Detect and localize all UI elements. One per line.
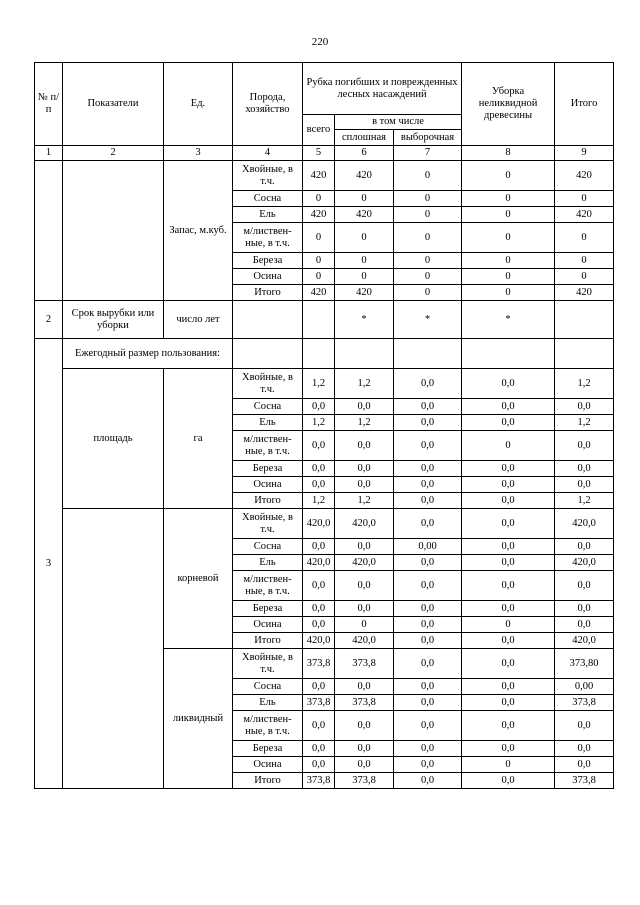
breed-cell: м/листвен-ные, в т.ч. <box>233 711 303 741</box>
value-cell <box>303 301 335 339</box>
value-cell: 0,0 <box>303 601 335 617</box>
value-cell: 0,0 <box>394 555 462 571</box>
header-unit: Ед. <box>164 63 233 146</box>
value-cell: 0,0 <box>335 757 394 773</box>
table-row <box>35 146 614 161</box>
unit-cell: корневой <box>164 509 233 649</box>
value-cell: 0,0 <box>394 757 462 773</box>
header-num: № п/п <box>35 63 63 146</box>
value-cell: 0,0 <box>303 679 335 695</box>
breed-cell: Итого <box>233 493 303 509</box>
column-number: 2 <box>63 146 164 161</box>
breed-cell: Береза <box>233 253 303 269</box>
value-cell: 0,0 <box>394 679 462 695</box>
value-cell: 420,0 <box>303 509 335 539</box>
value-cell: 0,0 <box>462 539 555 555</box>
value-cell: * <box>335 301 394 339</box>
value-cell: 0,0 <box>303 539 335 555</box>
value-cell: 1,2 <box>335 415 394 431</box>
breed-cell <box>233 301 303 339</box>
value-cell: 0,0 <box>303 741 335 757</box>
value-cell <box>303 339 335 369</box>
value-cell: 0,0 <box>335 477 394 493</box>
value-cell: 0,0 <box>303 757 335 773</box>
table-row <box>35 161 614 191</box>
row-number <box>35 161 63 301</box>
value-cell <box>335 339 394 369</box>
value-cell: 0,0 <box>462 741 555 757</box>
value-cell <box>394 339 462 369</box>
column-number: 7 <box>394 146 462 161</box>
value-cell: 0 <box>394 223 462 253</box>
value-cell: 373,8 <box>335 695 394 711</box>
value-cell: 420 <box>555 207 614 223</box>
value-cell: 0 <box>462 757 555 773</box>
breed-cell: Ель <box>233 555 303 571</box>
value-cell: 0 <box>462 161 555 191</box>
value-cell: 0,00 <box>394 539 462 555</box>
value-cell: 0 <box>462 285 555 301</box>
value-cell: 420,0 <box>335 555 394 571</box>
breed-cell: Ель <box>233 695 303 711</box>
value-cell: 420 <box>555 161 614 191</box>
value-cell: 0,0 <box>462 679 555 695</box>
value-cell: 373,8 <box>303 773 335 789</box>
value-cell: 0,0 <box>394 633 462 649</box>
value-cell: 420 <box>303 285 335 301</box>
value-cell: 0,0 <box>335 601 394 617</box>
value-cell: 373,8 <box>335 773 394 789</box>
value-cell: 420,0 <box>335 633 394 649</box>
unit-cell: ликвидный <box>164 649 233 789</box>
value-cell: 0,0 <box>555 477 614 493</box>
value-cell: 420 <box>335 207 394 223</box>
value-cell <box>462 339 555 369</box>
value-cell: 0,0 <box>462 711 555 741</box>
value-cell: 0,0 <box>555 757 614 773</box>
value-cell: 1,2 <box>555 493 614 509</box>
breed-cell: Сосна <box>233 679 303 695</box>
header-total-all: всего <box>303 115 335 146</box>
value-cell: 0,0 <box>394 415 462 431</box>
value-cell: 0 <box>394 269 462 285</box>
value-cell: 420,0 <box>335 509 394 539</box>
breed-cell: Сосна <box>233 539 303 555</box>
value-cell: 0 <box>462 617 555 633</box>
value-cell: 0,0 <box>335 679 394 695</box>
value-cell: 0,0 <box>394 369 462 399</box>
header-cutting: Рубка погибших и поврежденных лесных насаждений <box>303 63 462 115</box>
value-cell: 0 <box>335 191 394 207</box>
value-cell: 0,0 <box>335 431 394 461</box>
value-cell: 0,0 <box>394 477 462 493</box>
row-number: 2 <box>35 301 63 339</box>
breed-cell: Ель <box>233 207 303 223</box>
breed-cell: Хвойные, в т.ч. <box>233 369 303 399</box>
value-cell: 0 <box>462 191 555 207</box>
value-cell: 373,8 <box>335 649 394 679</box>
value-cell: 0 <box>462 269 555 285</box>
value-cell: 0 <box>462 223 555 253</box>
value-cell: 0,0 <box>335 571 394 601</box>
section-title: Ежегодный размер пользования: <box>63 339 233 369</box>
value-cell: 0,0 <box>303 571 335 601</box>
value-cell: 0,0 <box>303 461 335 477</box>
breed-cell: Сосна <box>233 399 303 415</box>
value-cell: 0,0 <box>394 695 462 711</box>
value-cell: 0 <box>303 269 335 285</box>
value-cell: 0,0 <box>394 571 462 601</box>
value-cell: 420,0 <box>555 509 614 539</box>
value-cell: 0,0 <box>462 773 555 789</box>
value-cell: 0,0 <box>462 571 555 601</box>
value-cell: 0,0 <box>335 741 394 757</box>
breed-cell: м/листвен-ные, в т.ч. <box>233 223 303 253</box>
value-cell: 1,2 <box>303 369 335 399</box>
value-cell: 420,0 <box>555 555 614 571</box>
value-cell: 0,0 <box>394 601 462 617</box>
value-cell: 0,0 <box>555 571 614 601</box>
indicator-cell <box>63 509 164 789</box>
value-cell: 0,0 <box>335 539 394 555</box>
value-cell: 0 <box>335 253 394 269</box>
value-cell: 1,2 <box>303 415 335 431</box>
value-cell: 0,0 <box>555 431 614 461</box>
value-cell: 0,0 <box>335 461 394 477</box>
value-cell: 0,0 <box>462 477 555 493</box>
column-number: 3 <box>164 146 233 161</box>
value-cell: 0,0 <box>555 617 614 633</box>
value-cell: * <box>462 301 555 339</box>
value-cell: 0,0 <box>303 711 335 741</box>
value-cell: 0 <box>335 269 394 285</box>
value-cell: 420 <box>303 207 335 223</box>
table-row <box>35 339 614 369</box>
value-cell: 0,0 <box>303 617 335 633</box>
value-cell: 420,0 <box>303 555 335 571</box>
breed-cell: Береза <box>233 461 303 477</box>
value-cell: 373,8 <box>555 773 614 789</box>
value-cell: 420 <box>335 161 394 191</box>
table-row <box>35 301 614 339</box>
value-cell: 0 <box>303 253 335 269</box>
breed-cell: Итого <box>233 633 303 649</box>
value-cell: 0 <box>555 191 614 207</box>
table-row <box>35 509 614 539</box>
indicator-cell: площадь <box>63 369 164 509</box>
value-cell: 0,0 <box>462 369 555 399</box>
value-cell: 1,2 <box>303 493 335 509</box>
unit-cell: число лет <box>164 301 233 339</box>
page-number: 220 <box>311 36 329 48</box>
value-cell: 0,0 <box>555 711 614 741</box>
value-cell: 373,8 <box>555 695 614 711</box>
header-indicators: Показатели <box>63 63 164 146</box>
value-cell: 373,80 <box>555 649 614 679</box>
value-cell: 0,0 <box>394 649 462 679</box>
header-row <box>35 63 614 115</box>
value-cell: 0,0 <box>303 477 335 493</box>
column-number: 8 <box>462 146 555 161</box>
indicator-cell: Срок вырубки или уборки <box>63 301 164 339</box>
value-cell: 0 <box>462 253 555 269</box>
value-cell: 0,0 <box>555 539 614 555</box>
value-cell: 420 <box>335 285 394 301</box>
breed-cell: Хвойные, в т.ч. <box>233 161 303 191</box>
breed-cell: Осина <box>233 757 303 773</box>
value-cell: 420 <box>555 285 614 301</box>
value-cell: 0,0 <box>462 555 555 571</box>
value-cell: 0,0 <box>462 461 555 477</box>
value-cell: 0,0 <box>462 601 555 617</box>
header-total: Итого <box>555 63 614 146</box>
value-cell: 0,0 <box>394 741 462 757</box>
value-cell: 0 <box>555 253 614 269</box>
value-cell: 0,0 <box>335 399 394 415</box>
value-cell: 0 <box>555 223 614 253</box>
value-cell: 0,0 <box>394 773 462 789</box>
value-cell: 0,0 <box>555 461 614 477</box>
value-cell: 0 <box>335 617 394 633</box>
value-cell: 0,0 <box>394 617 462 633</box>
value-cell: 0,0 <box>462 649 555 679</box>
row-number: 3 <box>35 339 63 789</box>
value-cell: 0,0 <box>462 399 555 415</box>
value-cell: 0,0 <box>303 431 335 461</box>
value-cell: 1,2 <box>335 369 394 399</box>
header-solid: сплошная <box>335 130 394 146</box>
value-cell: 0,0 <box>303 399 335 415</box>
value-cell: 0,0 <box>335 711 394 741</box>
breed-cell: Хвойные, в т.ч. <box>233 509 303 539</box>
value-cell: 0 <box>394 207 462 223</box>
value-cell: 0,00 <box>555 679 614 695</box>
breed-cell: Ель <box>233 415 303 431</box>
value-cell: 1,2 <box>555 369 614 399</box>
value-cell: 0 <box>394 161 462 191</box>
value-cell: 0 <box>303 223 335 253</box>
breed-cell: Осина <box>233 617 303 633</box>
value-cell: 0,0 <box>555 399 614 415</box>
column-number: 1 <box>35 146 63 161</box>
value-cell: 0,0 <box>462 509 555 539</box>
breed-cell: м/листвен-ные, в т.ч. <box>233 431 303 461</box>
value-cell <box>555 339 614 369</box>
breed-cell: Береза <box>233 741 303 757</box>
value-cell: 0,0 <box>462 493 555 509</box>
value-cell: 0 <box>394 285 462 301</box>
value-cell: 373,8 <box>303 695 335 711</box>
value-cell: 0 <box>303 191 335 207</box>
value-cell: 0 <box>555 269 614 285</box>
data-table <box>34 62 614 789</box>
table-row <box>35 369 614 399</box>
header-including: в том числе <box>335 115 462 130</box>
value-cell: 0,0 <box>555 741 614 757</box>
breed-cell: м/листвен-ные, в т.ч. <box>233 571 303 601</box>
value-cell: 373,8 <box>303 649 335 679</box>
breed-cell: Осина <box>233 477 303 493</box>
unit-cell: га <box>164 369 233 509</box>
breed-cell: Хвойные, в т.ч. <box>233 649 303 679</box>
breed-cell: Итого <box>233 285 303 301</box>
value-cell: 0,0 <box>394 399 462 415</box>
value-cell: 0,0 <box>394 493 462 509</box>
value-cell: 0,0 <box>462 695 555 711</box>
value-cell: 1,2 <box>555 415 614 431</box>
column-number: 5 <box>303 146 335 161</box>
value-cell: 0 <box>394 253 462 269</box>
value-cell <box>555 301 614 339</box>
column-number: 4 <box>233 146 303 161</box>
breed-cell: Осина <box>233 269 303 285</box>
value-cell: 420,0 <box>303 633 335 649</box>
breed-cell: Сосна <box>233 191 303 207</box>
value-cell <box>233 339 303 369</box>
value-cell: 420,0 <box>555 633 614 649</box>
breed-cell: Береза <box>233 601 303 617</box>
header-breed: Порода, хозяйство <box>233 63 303 146</box>
value-cell: 0,0 <box>462 415 555 431</box>
value-cell: 0,0 <box>555 601 614 617</box>
value-cell: 0,0 <box>394 431 462 461</box>
indicator-cell <box>63 161 164 301</box>
value-cell: 0 <box>394 191 462 207</box>
breed-cell: Итого <box>233 773 303 789</box>
value-cell: 1,2 <box>335 493 394 509</box>
unit-cell: Запас, м.куб. <box>164 161 233 301</box>
value-cell: 0 <box>462 207 555 223</box>
column-number: 9 <box>555 146 614 161</box>
value-cell: 0,0 <box>394 509 462 539</box>
value-cell: 0 <box>462 431 555 461</box>
value-cell: 0 <box>335 223 394 253</box>
value-cell: 0,0 <box>394 461 462 477</box>
column-number: 6 <box>335 146 394 161</box>
value-cell: * <box>394 301 462 339</box>
value-cell: 420 <box>303 161 335 191</box>
value-cell: 0,0 <box>462 633 555 649</box>
value-cell: 0,0 <box>394 711 462 741</box>
header-cleanup: Уборка неликвидной древесины <box>462 63 555 146</box>
header-selective: выборочная <box>394 130 462 146</box>
